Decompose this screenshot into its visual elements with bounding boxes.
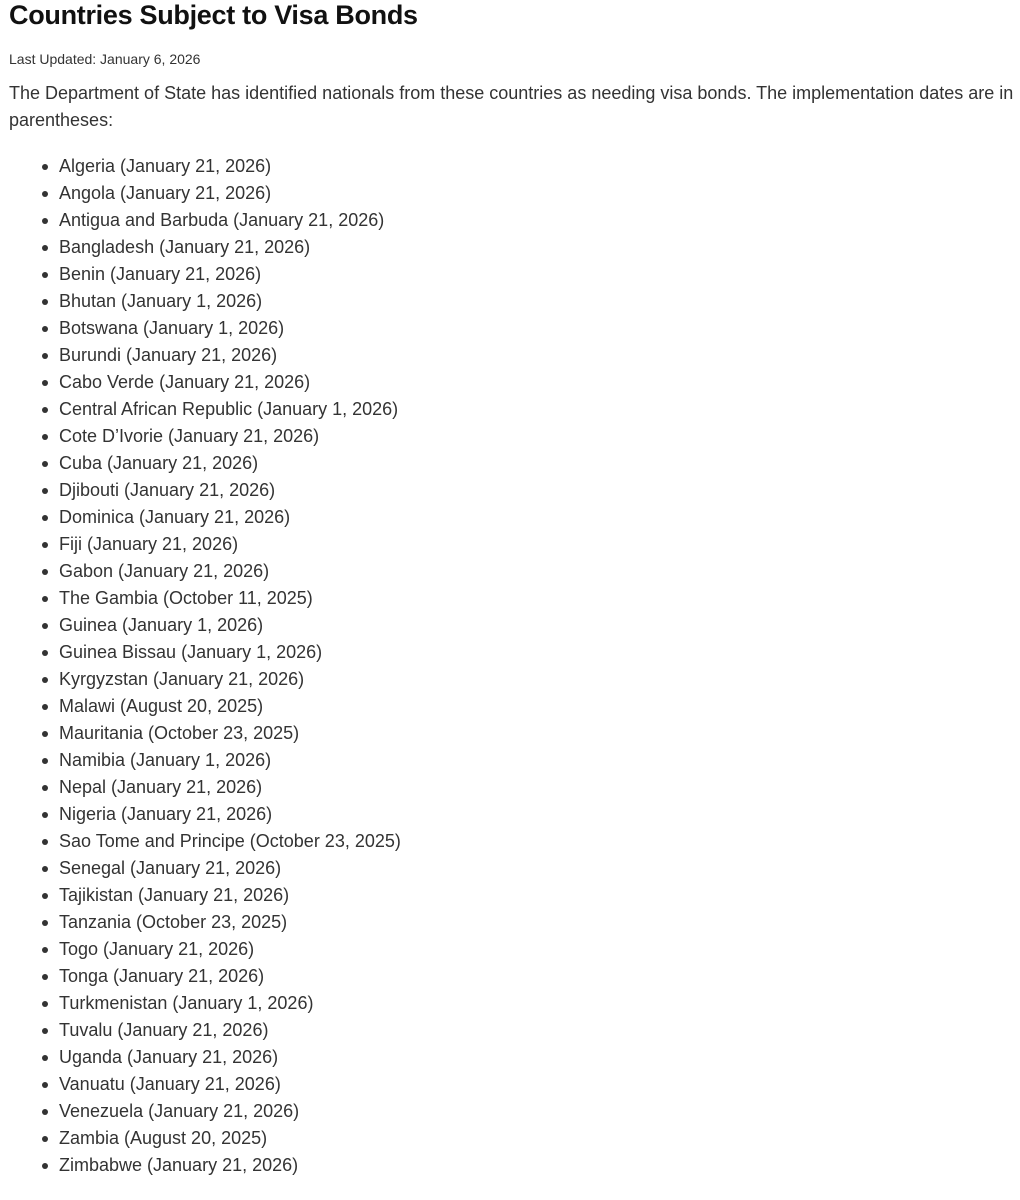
bullet-icon xyxy=(42,326,48,332)
country-entry: Mauritania (October 23, 2025) xyxy=(59,723,300,743)
list-item xyxy=(59,1098,1020,1125)
country-entry: Tanzania (October 23, 2025) xyxy=(59,912,288,932)
country-entry: Kyrgyzstan (January 21, 2026) xyxy=(59,669,305,689)
list-item xyxy=(59,450,1020,477)
bullet-icon xyxy=(42,191,48,197)
country-entry: Antigua and Barbuda (January 21, 2026) xyxy=(59,210,385,230)
list-item xyxy=(59,342,1020,369)
country-entry: Guinea Bissau (January 1, 2026) xyxy=(59,642,323,662)
country-entry: Nepal (January 21, 2026) xyxy=(59,777,263,797)
bullet-icon xyxy=(42,1163,48,1169)
list-item xyxy=(59,693,1020,720)
country-entry: Cote D’Ivorie (January 21, 2026) xyxy=(59,426,320,446)
bullet-icon xyxy=(42,893,48,899)
bullet-icon xyxy=(42,1001,48,1007)
bullet-icon xyxy=(42,272,48,278)
list-item xyxy=(59,1125,1020,1152)
country-entry: Togo (January 21, 2026) xyxy=(59,939,255,959)
country-entry: Namibia (January 1, 2026) xyxy=(59,750,272,770)
bullet-icon xyxy=(42,434,48,440)
country-entry: Dominica (January 21, 2026) xyxy=(59,507,291,527)
country-entry: Venezuela (January 21, 2026) xyxy=(59,1101,300,1121)
list-item xyxy=(59,909,1020,936)
country-entry: Djibouti (January 21, 2026) xyxy=(59,480,276,500)
country-entry: The Gambia (October 11, 2025) xyxy=(59,588,313,608)
country-entry: Zambia (August 20, 2025) xyxy=(59,1128,268,1148)
country-entry: Cuba (January 21, 2026) xyxy=(59,453,259,473)
list-item xyxy=(59,666,1020,693)
list-item xyxy=(59,531,1020,558)
bullet-icon xyxy=(42,164,48,170)
country-entry: Tuvalu (January 21, 2026) xyxy=(59,1020,269,1040)
list-item xyxy=(59,234,1020,261)
bullet-icon xyxy=(42,299,48,305)
bullet-icon xyxy=(42,758,48,764)
list-item xyxy=(59,261,1020,288)
list-item xyxy=(59,369,1020,396)
bullet-icon xyxy=(42,1082,48,1088)
bullet-icon xyxy=(42,569,48,575)
country-entry: Turkmenistan (January 1, 2026) xyxy=(59,993,314,1013)
country-entry: Uganda (January 21, 2026) xyxy=(59,1047,279,1067)
bullet-icon xyxy=(42,866,48,872)
country-entry: Benin (January 21, 2026) xyxy=(59,264,262,284)
list-item xyxy=(59,315,1020,342)
bullet-icon xyxy=(42,515,48,521)
bullet-icon xyxy=(42,1136,48,1142)
list-item xyxy=(59,558,1020,585)
country-entry: Senegal (January 21, 2026) xyxy=(59,858,282,878)
list-item xyxy=(59,639,1020,666)
bullet-icon xyxy=(42,353,48,359)
bullet-icon xyxy=(42,1109,48,1115)
list-item xyxy=(59,477,1020,504)
list-item xyxy=(59,720,1020,747)
country-entry: Central African Republic (January 1, 2026) xyxy=(59,399,399,419)
list-item xyxy=(59,153,1020,180)
list-item xyxy=(59,423,1020,450)
country-entry: Tonga (January 21, 2026) xyxy=(59,966,265,986)
country-entry: Fiji (January 21, 2026) xyxy=(59,534,239,554)
bullet-icon xyxy=(42,542,48,548)
list-item xyxy=(59,180,1020,207)
bullet-icon xyxy=(42,380,48,386)
list-item xyxy=(59,585,1020,612)
bullet-icon xyxy=(42,974,48,980)
country-entry: Gabon (January 21, 2026) xyxy=(59,561,270,581)
list-item xyxy=(59,801,1020,828)
list-item xyxy=(59,936,1020,963)
country-entry: Zimbabwe (January 21, 2026) xyxy=(59,1155,299,1175)
country-entry: Malawi (August 20, 2025) xyxy=(59,696,264,716)
list-item xyxy=(59,612,1020,639)
bullet-icon xyxy=(42,461,48,467)
list-item xyxy=(59,396,1020,423)
bullet-icon xyxy=(42,245,48,251)
list-item xyxy=(59,828,1020,855)
country-list xyxy=(9,153,1020,1179)
country-entry: Bangladesh (January 21, 2026) xyxy=(59,237,311,257)
list-item xyxy=(59,774,1020,801)
country-entry: Algeria (January 21, 2026) xyxy=(59,156,272,176)
bullet-icon xyxy=(42,947,48,953)
bullet-icon xyxy=(42,677,48,683)
page-title: Countries Subject to Visa Bonds xyxy=(9,0,418,30)
list-item xyxy=(59,882,1020,909)
list-item xyxy=(59,1152,1020,1179)
country-entry: Cabo Verde (January 21, 2026) xyxy=(59,372,311,392)
list-item xyxy=(59,1044,1020,1071)
bullet-icon xyxy=(42,488,48,494)
country-entry: Botswana (January 1, 2026) xyxy=(59,318,285,338)
country-entry: Tajikistan (January 21, 2026) xyxy=(59,885,290,905)
bullet-icon xyxy=(42,1055,48,1061)
bullet-icon xyxy=(42,785,48,791)
list-item xyxy=(59,504,1020,531)
bullet-icon xyxy=(42,218,48,224)
bullet-icon xyxy=(42,920,48,926)
country-entry: Burundi (January 21, 2026) xyxy=(59,345,278,365)
bullet-icon xyxy=(42,407,48,413)
bullet-icon xyxy=(42,704,48,710)
country-entry: Sao Tome and Principe (October 23, 2025) xyxy=(59,831,401,851)
list-item xyxy=(59,207,1020,234)
country-entry: Angola (January 21, 2026) xyxy=(59,183,272,203)
bullet-icon xyxy=(42,623,48,629)
bullet-icon xyxy=(42,596,48,602)
list-item xyxy=(59,1017,1020,1044)
list-item xyxy=(59,855,1020,882)
last-updated: Last Updated: January 6, 2026 xyxy=(9,51,201,67)
country-entry: Bhutan (January 1, 2026) xyxy=(59,291,263,311)
intro-paragraph: The Department of State has identified nationals from these countries as needing visa bonds. The implementation dates are in parentheses: xyxy=(9,83,1014,130)
country-entry: Nigeria (January 21, 2026) xyxy=(59,804,273,824)
bullet-icon xyxy=(42,812,48,818)
country-entry: Vanuatu (January 21, 2026) xyxy=(59,1074,281,1094)
bullet-icon xyxy=(42,650,48,656)
bullet-icon xyxy=(42,731,48,737)
list-item xyxy=(59,963,1020,990)
list-item xyxy=(59,1071,1020,1098)
bullet-icon xyxy=(42,839,48,845)
bullet-icon xyxy=(42,1028,48,1034)
country-entry: Guinea (January 1, 2026) xyxy=(59,615,264,635)
list-item xyxy=(59,747,1020,774)
list-item xyxy=(59,990,1020,1017)
list-item xyxy=(59,288,1020,315)
